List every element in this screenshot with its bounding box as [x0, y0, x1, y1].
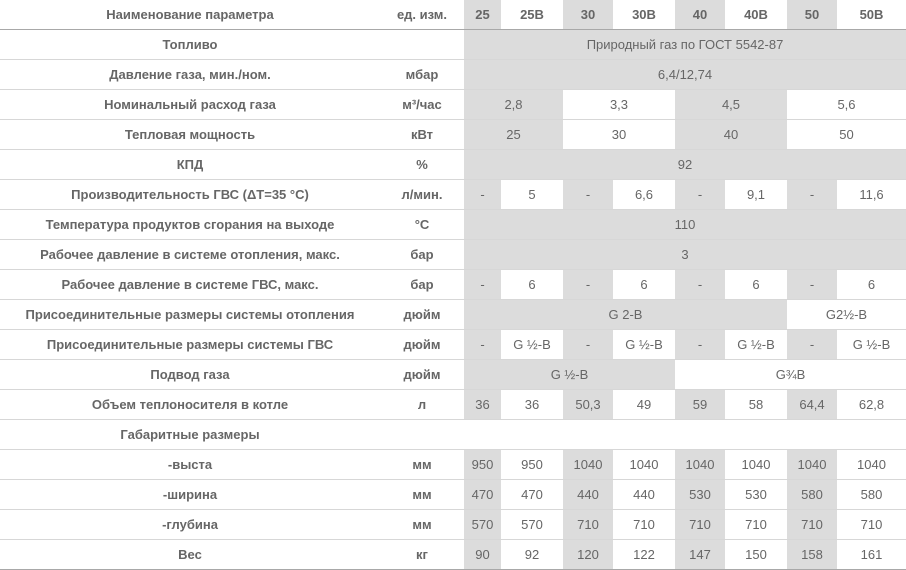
- value-cell: 580: [837, 480, 906, 510]
- table-row: [0, 420, 906, 450]
- unit-cell: дюйм: [380, 300, 464, 330]
- value-cell: 110: [464, 210, 906, 240]
- value-cell: 1040: [675, 450, 725, 480]
- value-cell: -: [675, 270, 725, 300]
- parameter-name: Габаритные размеры: [0, 420, 380, 450]
- value-cell: 25: [464, 120, 563, 150]
- value-cell: 62,8: [837, 390, 906, 420]
- table-row: [0, 30, 906, 60]
- value-cell: 9,1: [725, 180, 787, 210]
- value-cell: 470: [464, 480, 501, 510]
- table-row: [0, 180, 906, 210]
- value-cell: 40: [675, 120, 787, 150]
- table-row: [0, 210, 906, 240]
- header-row: [0, 0, 906, 30]
- value-cell: 470: [501, 480, 563, 510]
- parameter-name: Присоединительные размеры системы отопления: [0, 300, 380, 330]
- value-cell: 50: [787, 120, 906, 150]
- parameter-name: Рабочее давление в системе ГВС, макс.: [0, 270, 380, 300]
- unit-cell: дюйм: [380, 360, 464, 390]
- header-unit: ед. изм.: [380, 0, 464, 30]
- value-cell: 950: [501, 450, 563, 480]
- unit-cell: л: [380, 390, 464, 420]
- value-cell: 1040: [837, 450, 906, 480]
- value-cell: -: [464, 180, 501, 210]
- header-param: Наименование параметра: [0, 0, 380, 30]
- parameter-name: Объем теплоносителя в котле: [0, 390, 380, 420]
- value-cell: 1040: [563, 450, 613, 480]
- value-cell: 120: [563, 540, 613, 570]
- value-cell: 530: [675, 480, 725, 510]
- value-cell: 58: [725, 390, 787, 420]
- table-row: [0, 330, 906, 360]
- header-model: 30B: [613, 0, 675, 30]
- unit-cell: %: [380, 150, 464, 180]
- header-model: 25: [464, 0, 501, 30]
- parameter-name: Температура продуктов сгорания на выходе: [0, 210, 380, 240]
- value-cell: G2½-B: [787, 300, 906, 330]
- header-model: 50: [787, 0, 837, 30]
- value-cell: 950: [464, 450, 501, 480]
- value-cell: 5: [501, 180, 563, 210]
- value-cell: G ½-B: [501, 330, 563, 360]
- value-cell: 2,8: [464, 90, 563, 120]
- unit-cell: °С: [380, 210, 464, 240]
- table-row: [0, 270, 906, 300]
- value-cell: 5,6: [787, 90, 906, 120]
- value-cell: 1040: [725, 450, 787, 480]
- value-cell: G 2-B: [464, 300, 787, 330]
- value-cell: 64,4: [787, 390, 837, 420]
- unit-cell: бар: [380, 240, 464, 270]
- parameter-name: -выста: [0, 450, 380, 480]
- spec-body: [0, 30, 906, 570]
- value-cell: 161: [837, 540, 906, 570]
- value-cell: -: [675, 330, 725, 360]
- parameter-name: Номинальный расход газа: [0, 90, 380, 120]
- value-cell: 92: [501, 540, 563, 570]
- parameter-name: Рабочее давление в системе отопления, макс.: [0, 240, 380, 270]
- value-cell: 710: [563, 510, 613, 540]
- header-model: 25B: [501, 0, 563, 30]
- value-cell: 530: [725, 480, 787, 510]
- header-model: 30: [563, 0, 613, 30]
- value-cell: 710: [613, 510, 675, 540]
- value-cell: 50,3: [563, 390, 613, 420]
- value-cell: 122: [613, 540, 675, 570]
- table-row: [0, 540, 906, 570]
- header-model: 40B: [725, 0, 787, 30]
- table-row: [0, 240, 906, 270]
- parameter-name: Вес: [0, 540, 380, 570]
- value-cell: 150: [725, 540, 787, 570]
- table-row: [0, 360, 906, 390]
- parameter-name: Производительность ГВС (ΔТ=35 °С): [0, 180, 380, 210]
- parameter-name: Давление газа, мин./ном.: [0, 60, 380, 90]
- value-cell: 440: [563, 480, 613, 510]
- value-cell: 710: [787, 510, 837, 540]
- value-cell: G ½-B: [464, 360, 675, 390]
- unit-cell: дюйм: [380, 330, 464, 360]
- value-cell: 36: [464, 390, 501, 420]
- unit-cell: бар: [380, 270, 464, 300]
- table-row: [0, 120, 906, 150]
- value-cell: 30: [563, 120, 675, 150]
- value-cell: -: [787, 270, 837, 300]
- unit-cell: мм: [380, 480, 464, 510]
- value-cell: -: [464, 330, 501, 360]
- unit-cell: мм: [380, 450, 464, 480]
- value-cell: 1040: [787, 450, 837, 480]
- value-cell: 6: [613, 270, 675, 300]
- value-cell: -: [675, 180, 725, 210]
- table-row: [0, 60, 906, 90]
- header-model: 50B: [837, 0, 906, 30]
- value-cell: 11,6: [837, 180, 906, 210]
- parameter-name: Топливо: [0, 30, 380, 60]
- table-row: [0, 300, 906, 330]
- table-row: [0, 150, 906, 180]
- value-cell: Природный газ по ГОСТ 5542-87: [464, 30, 906, 60]
- unit-cell: м³/час: [380, 90, 464, 120]
- unit-cell: [380, 420, 464, 450]
- value-cell: G¾B: [675, 360, 906, 390]
- table-row: [0, 390, 906, 420]
- value-cell: 570: [501, 510, 563, 540]
- unit-cell: мбар: [380, 60, 464, 90]
- value-cell: 59: [675, 390, 725, 420]
- value-cell: G ½-B: [613, 330, 675, 360]
- parameter-name: -глубина: [0, 510, 380, 540]
- value-cell: -: [563, 180, 613, 210]
- value-cell: 3,3: [563, 90, 675, 120]
- unit-cell: л/мин.: [380, 180, 464, 210]
- value-cell: 90: [464, 540, 501, 570]
- value-cell: 710: [675, 510, 725, 540]
- value-cell: G ½-B: [837, 330, 906, 360]
- value-cell: 570: [464, 510, 501, 540]
- value-cell: 4,5: [675, 90, 787, 120]
- value-cell: 6,4/12,74: [464, 60, 906, 90]
- table-row: [0, 510, 906, 540]
- unit-cell: кВт: [380, 120, 464, 150]
- value-cell: 147: [675, 540, 725, 570]
- value-cell: G ½-B: [725, 330, 787, 360]
- table-row: [0, 480, 906, 510]
- parameter-name: Подвод газа: [0, 360, 380, 390]
- parameter-name: КПД: [0, 150, 380, 180]
- parameter-name: Тепловая мощность: [0, 120, 380, 150]
- value-cell: -: [563, 270, 613, 300]
- value-cell: -: [787, 330, 837, 360]
- value-cell: 580: [787, 480, 837, 510]
- value-cell: -: [787, 180, 837, 210]
- value-cell: 710: [725, 510, 787, 540]
- value-cell: 49: [613, 390, 675, 420]
- unit-cell: кг: [380, 540, 464, 570]
- value-cell: 158: [787, 540, 837, 570]
- value-cell: 6,6: [613, 180, 675, 210]
- value-cell: 1040: [613, 450, 675, 480]
- value-cell: 36: [501, 390, 563, 420]
- value-cell: [464, 420, 906, 450]
- value-cell: 6: [837, 270, 906, 300]
- table-row: [0, 90, 906, 120]
- header-model: 40: [675, 0, 725, 30]
- value-cell: 6: [725, 270, 787, 300]
- value-cell: -: [464, 270, 501, 300]
- table-row: [0, 450, 906, 480]
- parameter-name: Присоединительные размеры системы ГВС: [0, 330, 380, 360]
- unit-cell: мм: [380, 510, 464, 540]
- value-cell: 92: [464, 150, 906, 180]
- parameter-name: -ширина: [0, 480, 380, 510]
- value-cell: 6: [501, 270, 563, 300]
- value-cell: 440: [613, 480, 675, 510]
- value-cell: 3: [464, 240, 906, 270]
- value-cell: -: [563, 330, 613, 360]
- value-cell: 710: [837, 510, 906, 540]
- unit-cell: [380, 30, 464, 60]
